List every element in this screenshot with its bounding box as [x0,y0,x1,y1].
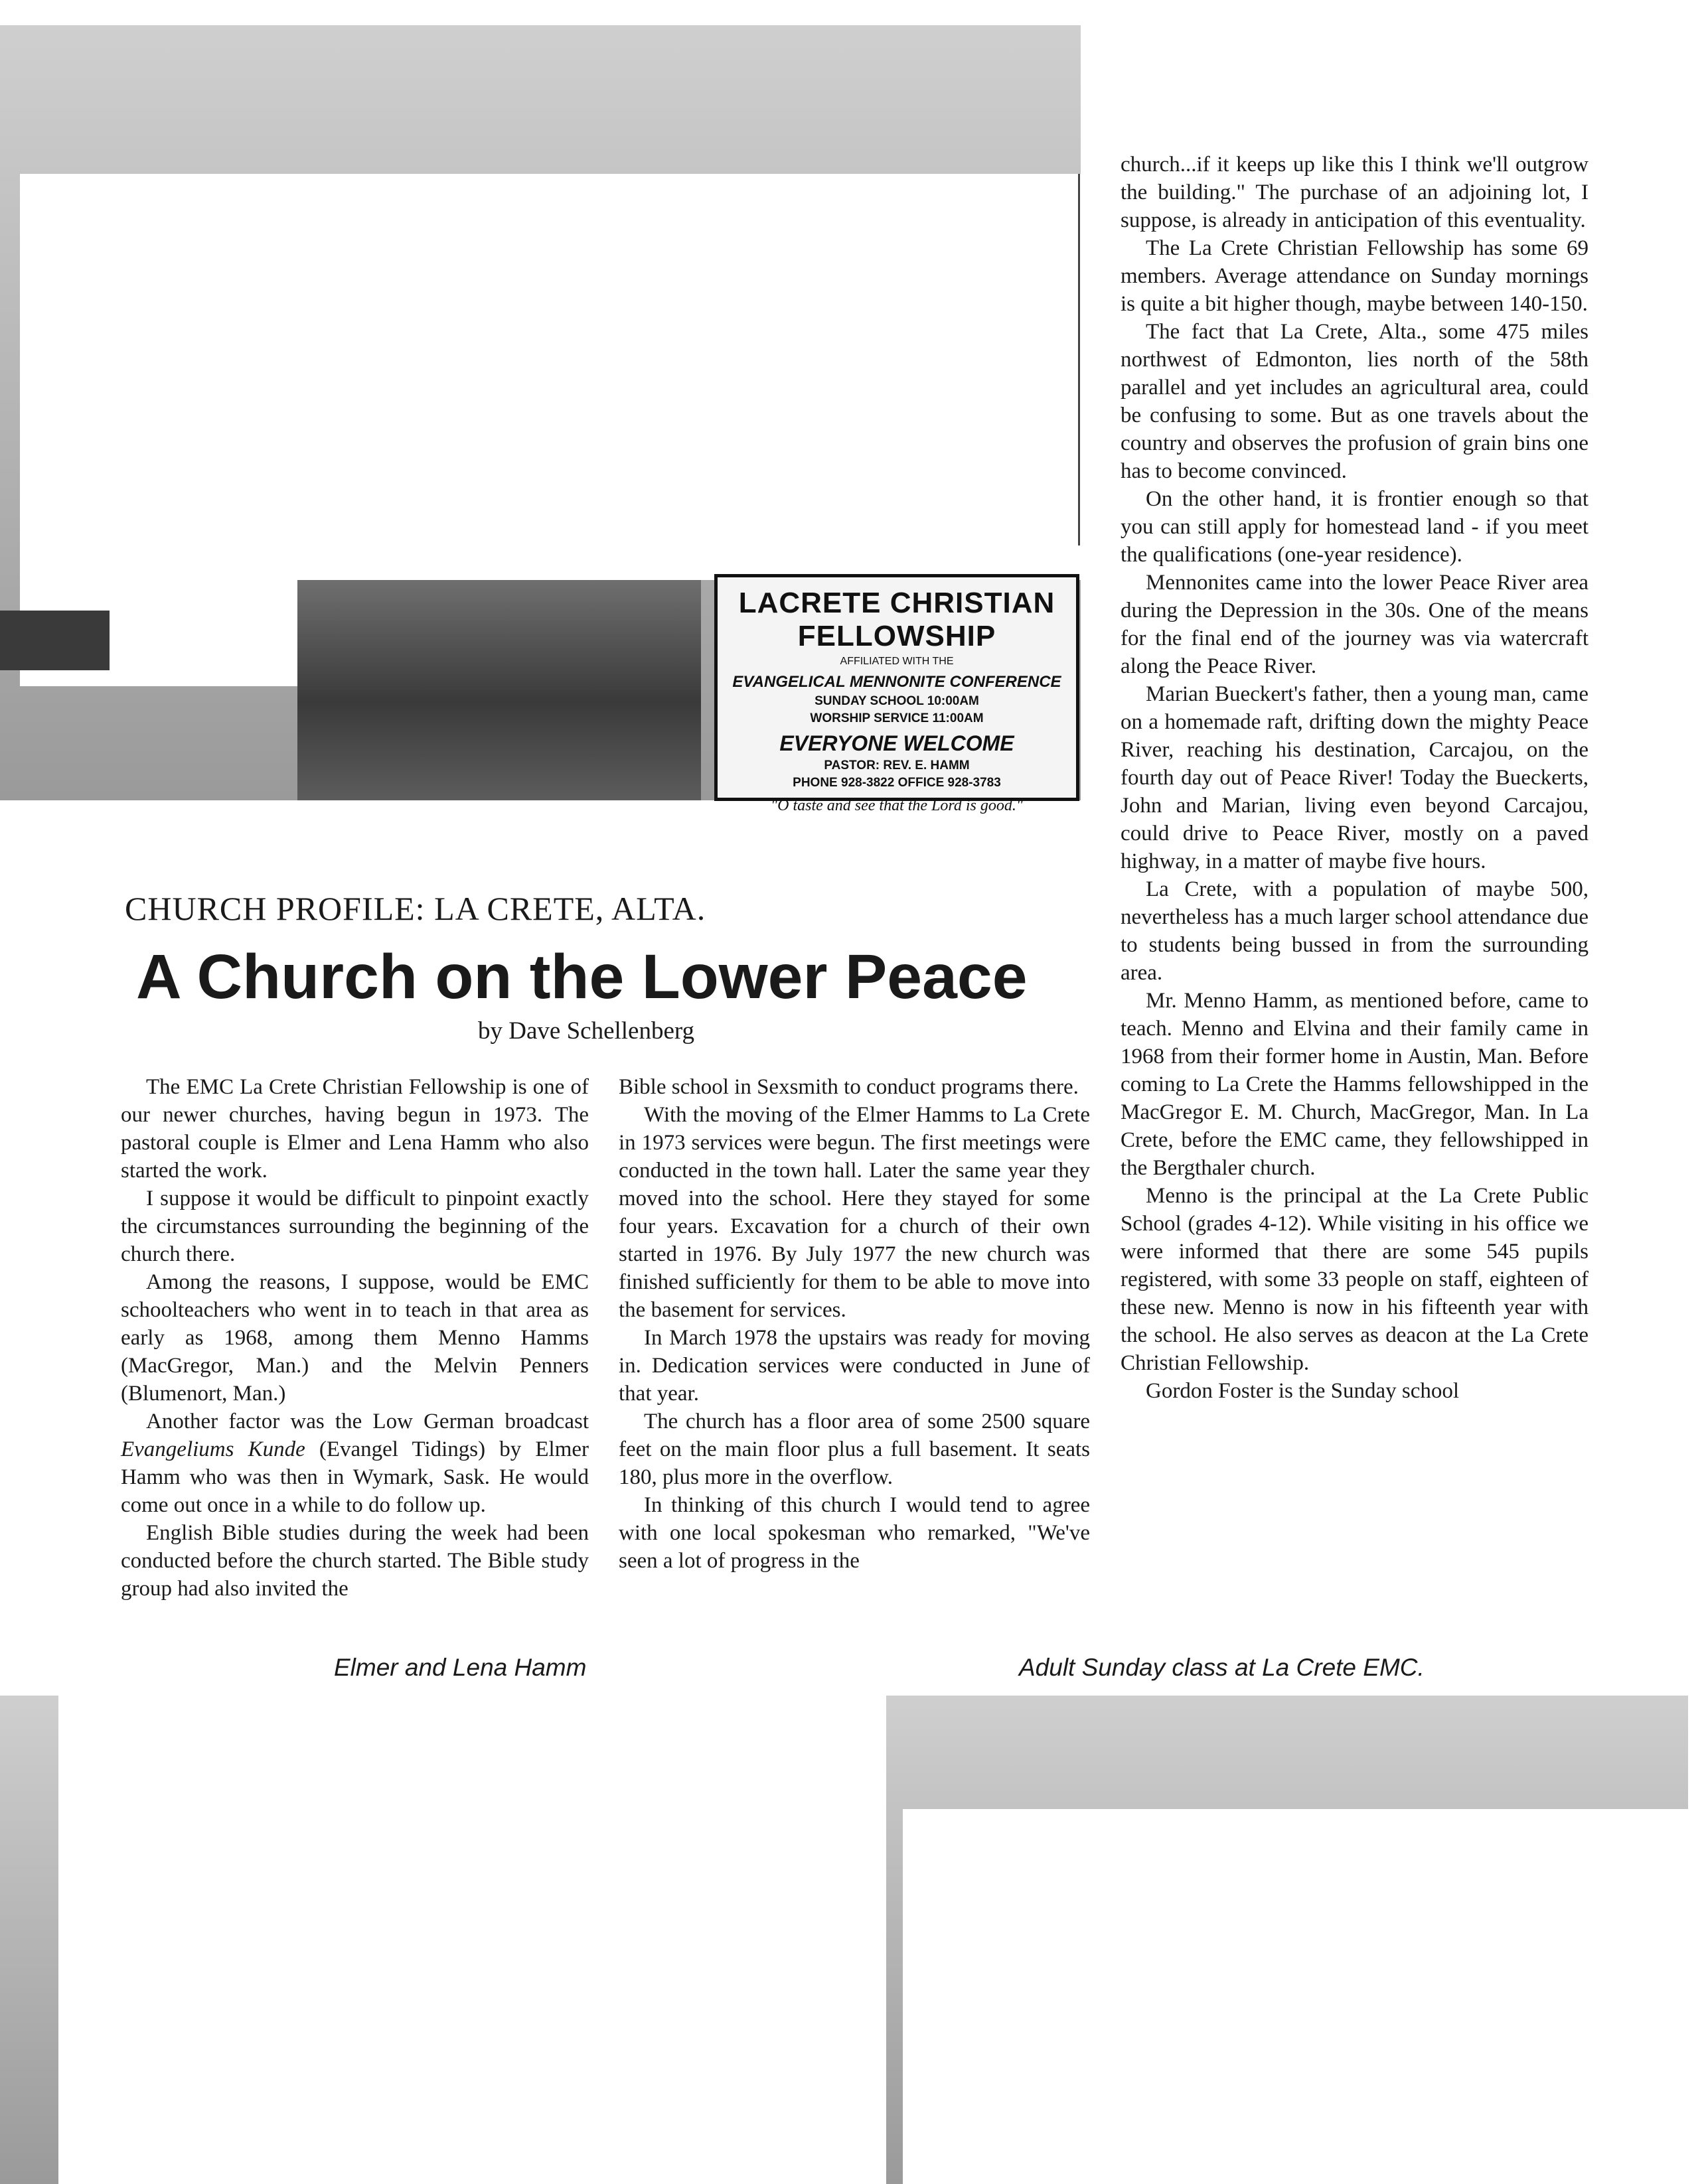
sign-title: LACRETE CHRISTIAN FELLOWSHIP [738,587,1055,652]
top-photo-mask [20,174,1081,580]
bottom-left-photo-mask [58,1696,830,2184]
paragraph: Among the reasons, I suppose, would be EMC schoolteachers who went in to teach in that area as early as 1968, among them Menno Hamms (MacGregor, Man.) and the Melvin Penners (Blumenort, Man.) [121,1270,589,1406]
article-column-1 [121,1073,589,1603]
kicker: CHURCH PROFILE: LA CRETE, ALTA. [125,890,706,927]
paragraph: The fact that La Crete, Alta., some 475 miles northwest of Edmonton, lies north of the 58th parallel and yet includes an agricultural area, could be confusing to some. But as one travels about the country and observes the profusion of grain bins one has to become convinced. [1121,320,1589,483]
paragraph: With the moving of the Elmer Hamms to La Crete in 1973 services were begun. The first meetings were conducted in the town hall. Later the same year they moved into the school. Here they stayed for some four years. Excavation for a church of their own started in 1976. By July 1977 the new church was finished sufficiently for them to be able to move into the basement for services. [619,1103,1090,1322]
paragraph: On the other hand, it is frontier enough so that you can still apply for homestead land - if you meet the qualifications (one-year residence). [1121,487,1589,567]
sign-quote: "O taste and see that the Lord is good." [771,797,1023,814]
paragraph: English Bible studies during the week had been conducted before the church started. The Bible study group had also invited the [121,1521,589,1601]
sign-phone: PHONE 928-3822 OFFICE 928-3783 [793,776,1001,790]
paragraph: In thinking of this church I would tend to agree with one local spokesman who remarked, "We've seen a lot of progress in the [619,1493,1090,1573]
left-edge-strip [0,611,110,670]
sign-affiliated: AFFILIATED WITH THE [840,656,954,667]
byline: by Dave Schellenberg [478,1017,695,1045]
headline: A Church on the Lower Peace [136,942,1028,1012]
paragraph: Gordon Foster is the Sunday school [1146,1379,1460,1403]
church-sign [714,574,1079,814]
paragraph: The church has a floor area of some 2500 square feet on the main floor plus a full basement. It seats 180, plus more in the overflow. [619,1410,1090,1489]
caption-left: Elmer and Lena Hamm [334,1654,587,1681]
sign-conference: EVANGELICAL MENNONITE CONFERENCE [732,673,1061,691]
paragraph: The EMC La Crete Christian Fellowship is one of our newer churches, having begun in 1973. The pastoral couple is Elmer and Lena Hamm who also started the work. [121,1075,589,1183]
paragraph: church...if it keeps up like this I think we'll outgrow the building." The purchase of an adjoining lot, I suppose, is already in anticipation of this eventuality. [1121,153,1589,232]
paragraph: La Crete, with a population of maybe 500, nevertheless has a much larger school attendance due to students being bussed in from the surrounding area. [1121,877,1589,985]
photo-divider-line [1078,174,1080,546]
sign-worship: WORSHIP SERVICE 11:00AM [810,711,984,725]
paragraph: Mr. Menno Hamm, as mentioned before, came to teach. Menno and Elvina and their family came in 1968 from their former home in Austin, Man. Before coming to La Crete the Hamms fellowshipped in the MacGregor E. M. Church, MacGregor, Man. In La Crete, before the EMC came, they fellowshipped in the Bergthaler church. [1121,989,1589,1180]
paragraph: In March 1978 the upstairs was ready for moving in. Dedication services were conducted in June of that year. [619,1326,1090,1406]
sign-sunday-school: SUNDAY SCHOOL 10:00AM [815,694,979,708]
field-photo [297,580,701,800]
paragraph: I suppose it would be difficult to pinpoint exactly the circumstances surrounding the beginning of the church there. [121,1187,589,1266]
broadcast-title: Evangeliums Kunde [121,1437,305,1461]
paragraph: Bible school in Sexsmith to conduct programs there. [619,1075,1079,1099]
paragraph: Mennonites came into the lower Peace River area during the Depression in the 30s. One of the means for the final end of the journey was via watercraft along the Peace River. [1121,571,1589,678]
paragraph: The La Crete Christian Fellowship has some 69 members. Average attendance on Sunday mornings is quite a bit higher though, maybe between 140-150. [1121,236,1589,316]
sign-welcome: EVERYONE WELCOME [779,731,1014,755]
caption-right: Adult Sunday class at La Crete EMC. [1019,1654,1425,1681]
broadcast-text-before: Another factor was the Low German broadcast [146,1410,589,1433]
sign-pastor: PASTOR: REV. E. HAMM [824,759,970,772]
paragraph: Menno is the principal at the La Crete Public School (grades 4-12). While visiting in his office we were informed that there are some 545 pupils registered, with some 33 people on staff, eighteen of these new. Menno is now in his fifteenth year with the school. He also serves as deacon at the La Crete Christian Fellowship. [1121,1184,1589,1375]
broadcast-text-after: (Evangel Tidings) by Elmer Hamm who was then in Wymark, Sask. He would come out once in a while to do follow up. [121,1437,589,1517]
article-column-3 [1121,151,1589,1405]
paragraph: Marian Bueckert's father, then a young man, came on a homemade raft, drifting down the mighty Peace River, reaching his destination, Carcajou, on the fourth day out of Peace River! Today the Bueckerts, John and Marian, living even beyond Carcajou, could drive to Peace River, mostly on a paved highway, in a matter of maybe five hours. [1121,682,1589,873]
bottom-right-photo-mask [903,1809,1688,2184]
article-column-2 [619,1073,1090,1575]
paragraph [121,1408,589,1519]
